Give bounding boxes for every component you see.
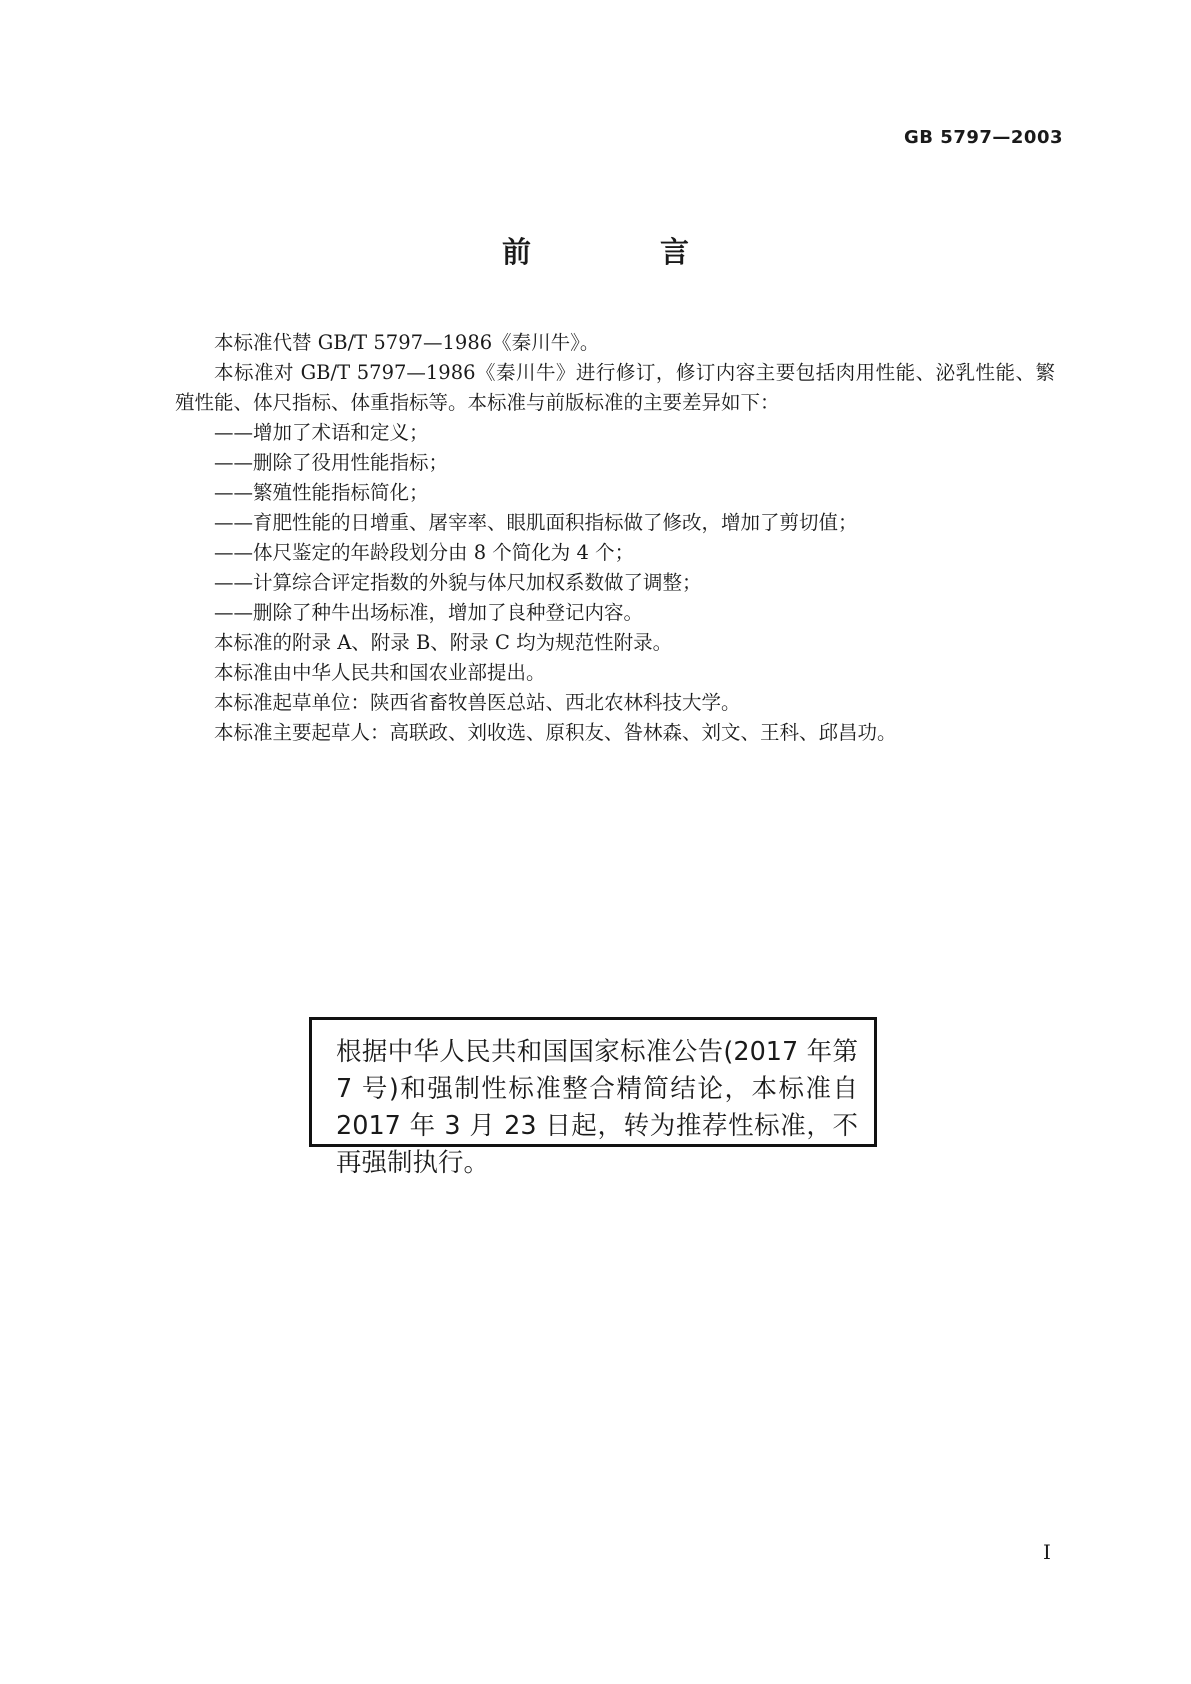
list-item-change: ——删除了种牛出场标准，增加了良种登记内容。 <box>214 601 644 624</box>
page-title: 前 言 <box>501 235 739 269</box>
foreword-body <box>175 328 1055 748</box>
paragraph-proposer: 本标准由中华人民共和国农业部提出。 <box>214 661 546 684</box>
standard-number: GB 5797—2003 <box>904 127 1063 148</box>
list-item-change: ——繁殖性能指标简化； <box>214 481 429 504</box>
paragraph-drafters: 本标准主要起草人：高联政、刘收选、原积友、昝林森、刘文、王科、邱昌功。 <box>214 721 897 744</box>
status-notice-box: 根据中华人民共和国国家标准公告(2017 年第 7 号)和强制性标准整合精简结论，本标准自 2017 年 3 月 23 日起，转为推荐性标准，不再强制执行。 <box>309 1017 877 1147</box>
list-item-change: ——删除了役用性能指标； <box>214 451 449 474</box>
list-item-change: ——体尺鉴定的年龄段划分由 8 个简化为 4 个； <box>214 541 635 564</box>
paragraph-replaces: 本标准代替 GB/T 5797—1986《秦川牛》。 <box>214 331 600 354</box>
list-item-change: ——计算综合评定指数的外貌与体尺加权系数做了调整； <box>214 571 702 594</box>
paragraph-appendices: 本标准的附录 A、附录 B、附录 C 均为规范性附录。 <box>214 631 673 654</box>
list-item-change: ——增加了术语和定义； <box>214 421 429 444</box>
paragraph-revision-summary: 本标准对 GB/T 5797—1986《秦川牛》进行修订，修订内容主要包括肉用性能、泌乳性能、繁殖性能、体尺指标、体重指标等。本标准与前版标准的主要差异如下： <box>175 361 1055 414</box>
paragraph-drafting-units: 本标准起草单位：陕西省畜牧兽医总站、西北农林科技大学。 <box>214 691 741 714</box>
page-number: I <box>1043 1540 1051 1564</box>
list-item-change: ——育肥性能的日增重、屠宰率、眼肌面积指标做了修改，增加了剪切值； <box>214 511 858 534</box>
